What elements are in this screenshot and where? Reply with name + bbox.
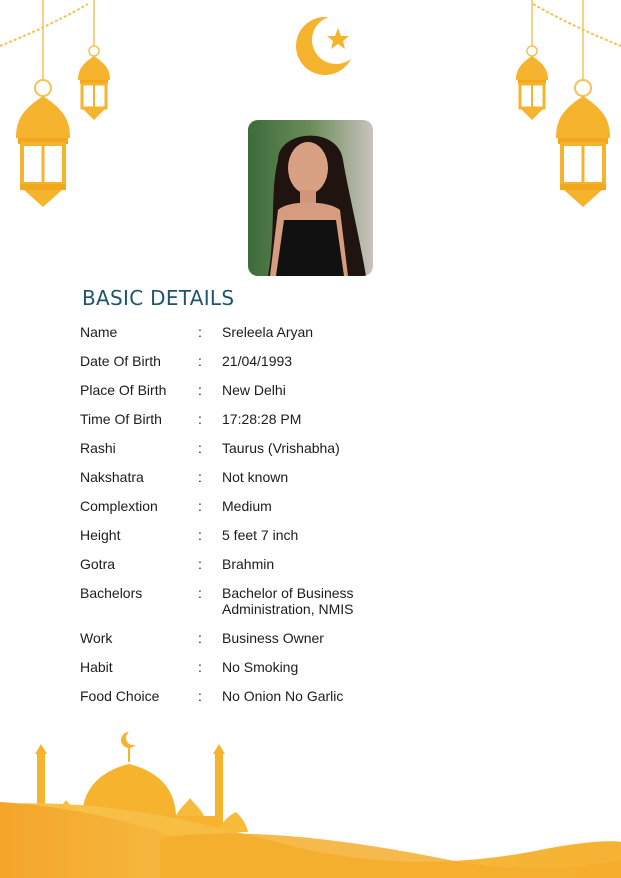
- profile-photo: [248, 120, 373, 276]
- detail-label: Time Of Birth: [80, 411, 162, 427]
- detail-separator: :: [198, 556, 202, 572]
- detail-row: [80, 527, 500, 543]
- detail-value: 5 feet 7 inch: [222, 527, 299, 543]
- detail-row: [80, 382, 500, 398]
- detail-value: No Onion No Garlic: [222, 688, 344, 704]
- detail-row: [80, 659, 500, 675]
- detail-row: [80, 556, 500, 572]
- lantern-right-large-icon: [552, 0, 614, 210]
- lantern-left-large-icon: [12, 0, 74, 210]
- detail-separator: :: [198, 469, 202, 485]
- details-list: [80, 324, 500, 717]
- mosque-silhouette-decoration: [0, 728, 621, 878]
- detail-value: Taurus (Vrishabha): [222, 440, 340, 456]
- detail-separator: :: [198, 585, 202, 601]
- detail-label: Work: [80, 630, 113, 646]
- lantern-left-small-icon: [76, 0, 112, 122]
- detail-value: 21/04/1993: [222, 353, 293, 369]
- detail-separator: :: [198, 324, 202, 340]
- detail-label: Height: [80, 527, 121, 543]
- detail-separator: :: [198, 440, 202, 456]
- detail-row: [80, 585, 500, 617]
- detail-value: Not known: [222, 469, 289, 485]
- detail-value: No Smoking: [222, 659, 299, 675]
- detail-label: Bachelors: [80, 585, 143, 601]
- crescent-star-icon: [295, 14, 359, 78]
- detail-value: New Delhi: [222, 382, 286, 398]
- detail-label: Name: [80, 324, 118, 340]
- detail-separator: :: [198, 630, 202, 646]
- detail-row: [80, 353, 500, 369]
- detail-label: Rashi: [80, 440, 116, 456]
- detail-label: Complextion: [80, 498, 158, 514]
- detail-label: Gotra: [80, 556, 116, 572]
- detail-row: [80, 688, 500, 704]
- detail-value: Brahmin: [222, 556, 275, 572]
- detail-label: Nakshatra: [80, 469, 144, 485]
- detail-row: [80, 411, 500, 427]
- detail-value: Medium: [222, 498, 272, 514]
- detail-row: [80, 469, 500, 485]
- detail-separator: :: [198, 659, 202, 675]
- lantern-right-small-icon: [514, 0, 550, 122]
- detail-label: Place Of Birth: [80, 382, 167, 398]
- detail-value: 17:28:28 PM: [222, 411, 302, 427]
- detail-separator: :: [198, 382, 202, 398]
- detail-row: [80, 440, 500, 456]
- detail-row: [80, 498, 500, 514]
- detail-label: Food Choice: [80, 688, 160, 704]
- detail-row: [80, 630, 500, 646]
- detail-label: Habit: [80, 659, 113, 675]
- detail-separator: :: [198, 411, 202, 427]
- detail-value: Bachelor of Business Administration, NMIS: [222, 585, 354, 617]
- detail-separator: :: [198, 527, 202, 543]
- detail-separator: :: [198, 498, 202, 514]
- detail-row: [80, 324, 500, 340]
- detail-separator: :: [198, 353, 202, 369]
- detail-label: Date Of Birth: [80, 353, 161, 369]
- detail-separator: :: [198, 688, 202, 704]
- section-heading: BASIC DETAILS: [82, 286, 235, 310]
- detail-value: Sreleela Aryan: [222, 324, 314, 340]
- detail-value: Business Owner: [222, 630, 324, 646]
